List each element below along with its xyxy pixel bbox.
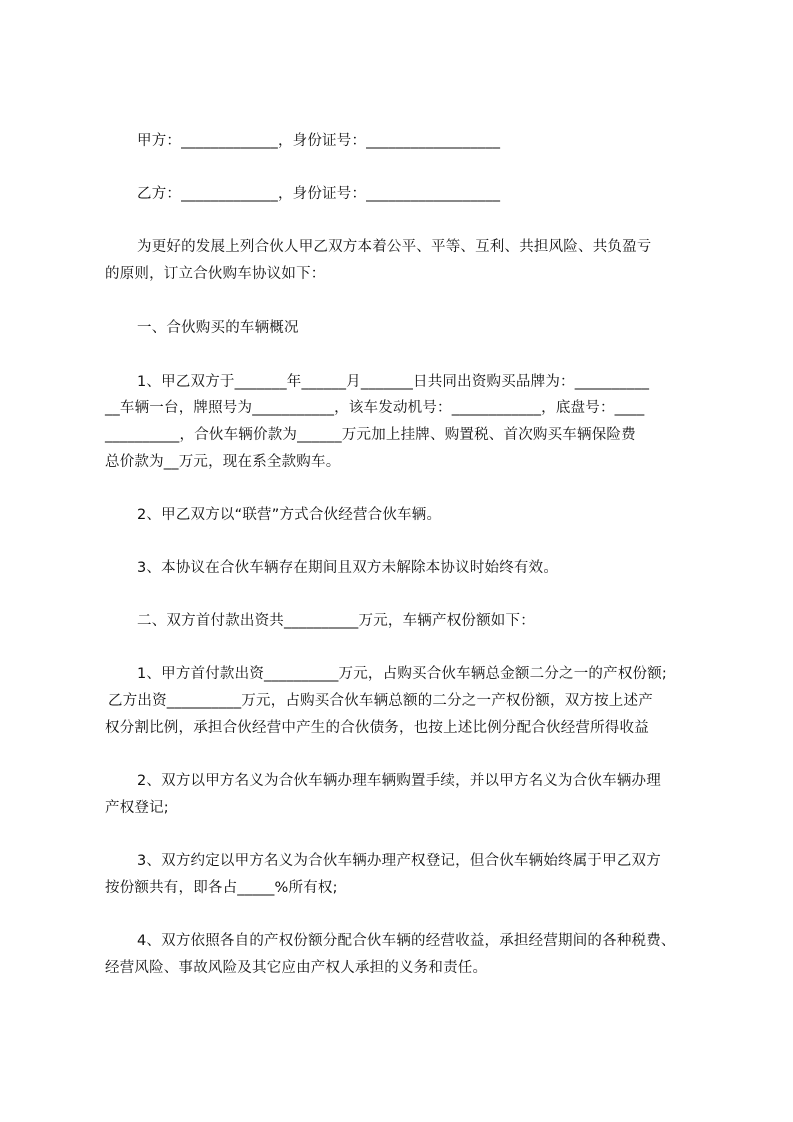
party-a-line: 甲方：_____________，身份证号：__________________ xyxy=(137,133,501,149)
s2-item1-line-3: 权分割比例，承担合伙经营中产生的合伙债务，也按上述比例分配合伙经营所得收益 xyxy=(105,720,649,736)
intro-line-2: 的原则，订立合伙购车协议如下： xyxy=(105,266,326,282)
s1-item1-line-4: 总价款为__万元，现在系全款购车。 xyxy=(105,454,341,470)
s1-item1-line-2: __车辆一台，牌照号为___________，该车发动机号：____________，底盘号：____ xyxy=(105,400,645,416)
s2-item4-line-1: 4、双方依照各自的产权份额分配合伙车辆的经营收益，承担经营期间的各种税费、 xyxy=(137,933,676,949)
s2-item1-line-2: 乙方出资__________万元，占购买合伙车辆总额的二分之一产权份额，双方按上述产 xyxy=(108,693,653,709)
s2-item3-line-2: 按份额共有，即各占_____%所有权; xyxy=(105,880,338,896)
s2-item4-line-2: 经营风险、事故风险及其它应由产权人承担的义务和责任。 xyxy=(105,960,488,976)
s2-item1-line-1: 1、甲方首付款出资__________万元，占购买合伙车辆总金额二分之一的产权份额; xyxy=(137,666,668,682)
s1-item1-line-1: 1、甲乙双方于_______年______月_______日共同出资购买品牌为：__________ xyxy=(137,374,650,390)
s1-item3: 3、本协议在合伙车辆存在期间且双方未解除本协议时始终有效。 xyxy=(137,560,559,576)
s2-item2-line-2: 产权登记; xyxy=(105,800,169,816)
s1-item1-line-3: __________，合伙车辆价款为______万元加上挂牌、购置税、首次购买车辆保险费 xyxy=(105,427,636,443)
s2-item3-line-1: 3、双方约定以甲方名义为合伙车辆办理产权登记，但合伙车辆始终属于甲乙双方 xyxy=(137,853,661,869)
party-b-line: 乙方：_____________，身份证号：__________________ xyxy=(137,186,501,202)
section-1-heading: 一、合伙购买的车辆概况 xyxy=(137,320,299,336)
s2-item2-line-1: 2、双方以甲方名义为合伙车辆办理车辆购置手续，并以甲方名义为合伙车辆办理 xyxy=(137,773,661,789)
section-2-heading: 二、双方首付款出资共__________万元，车辆产权份额如下： xyxy=(137,613,535,629)
s1-item2: 2、甲乙双方以“联营”方式合伙经营合伙车辆。 xyxy=(137,507,442,523)
intro-line-1: 为更好的发展上列合伙人甲乙双方本着公平、平等、互利、共担风险、共负盈亏 xyxy=(137,239,652,255)
